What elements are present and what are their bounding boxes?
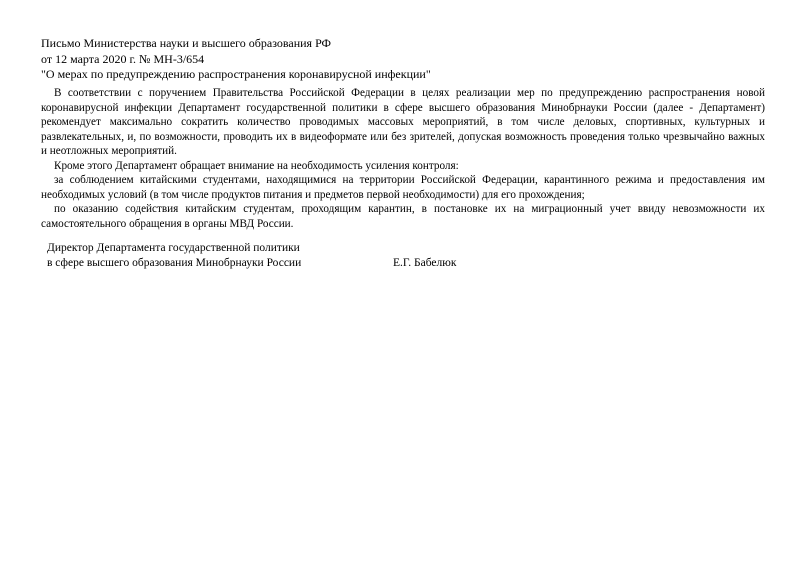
- document-header: [41, 36, 641, 83]
- paragraph-migration-registration: по оказанию содействия китайским студентам, проходящим карантин, в постановке их на миграционный учет ввиду невозможности их самостоятельного обращения в органы МВД России.: [41, 203, 765, 230]
- signature-title-line-2: [47, 256, 747, 271]
- signature-block: [47, 241, 747, 271]
- signature-title-2: в сфере высшего образования Минобрнауки России: [47, 257, 302, 269]
- paragraph-control-intro: Кроме этого Департамент обращает внимание на необходимость усиления контроля:: [54, 159, 459, 172]
- document-body: [41, 86, 765, 231]
- signatory-name: Е.Г. Бабелюк: [393, 257, 457, 269]
- header-line-subject: "О мерах по предупреждению распространения коронавирусной инфекции": [41, 67, 431, 81]
- header-line-date-number: от 12 марта 2020 г. № МН-3/654: [41, 51, 205, 66]
- paragraph-quarantine-compliance: за соблюдением китайскими студентами, находящимися на территории Российской Федерации, карантинного режима и предоставления им необходимых условий (в том числе продуктов питания и предметов первой необходимости) для его прохождения;: [41, 174, 765, 201]
- signature-title-line-1: [47, 241, 747, 256]
- signature-title-1: Директор Департамента государственной политики: [47, 242, 300, 254]
- paragraph-recommendation: В соответствии с поручением Правительства Российской Федерации в целях реализации мер по предупреждению распространения новой коронавирусной инфекции Департамент государственной политики в сфере высшего образования Минобрнауки России (далее - Департамент) рекомендует максимально сократить количество проводимых массовых мероприятий, в том числе деловых, спортивных, культурных и развлекательных, и, по возможности, проводить их в видеоформате или без зрителей, допуская возможность проведения только чрезвычайно важных и неотложных мероприятий.: [41, 87, 765, 157]
- header-line-source: Письмо Министерства науки и высшего образования РФ: [41, 36, 332, 50]
